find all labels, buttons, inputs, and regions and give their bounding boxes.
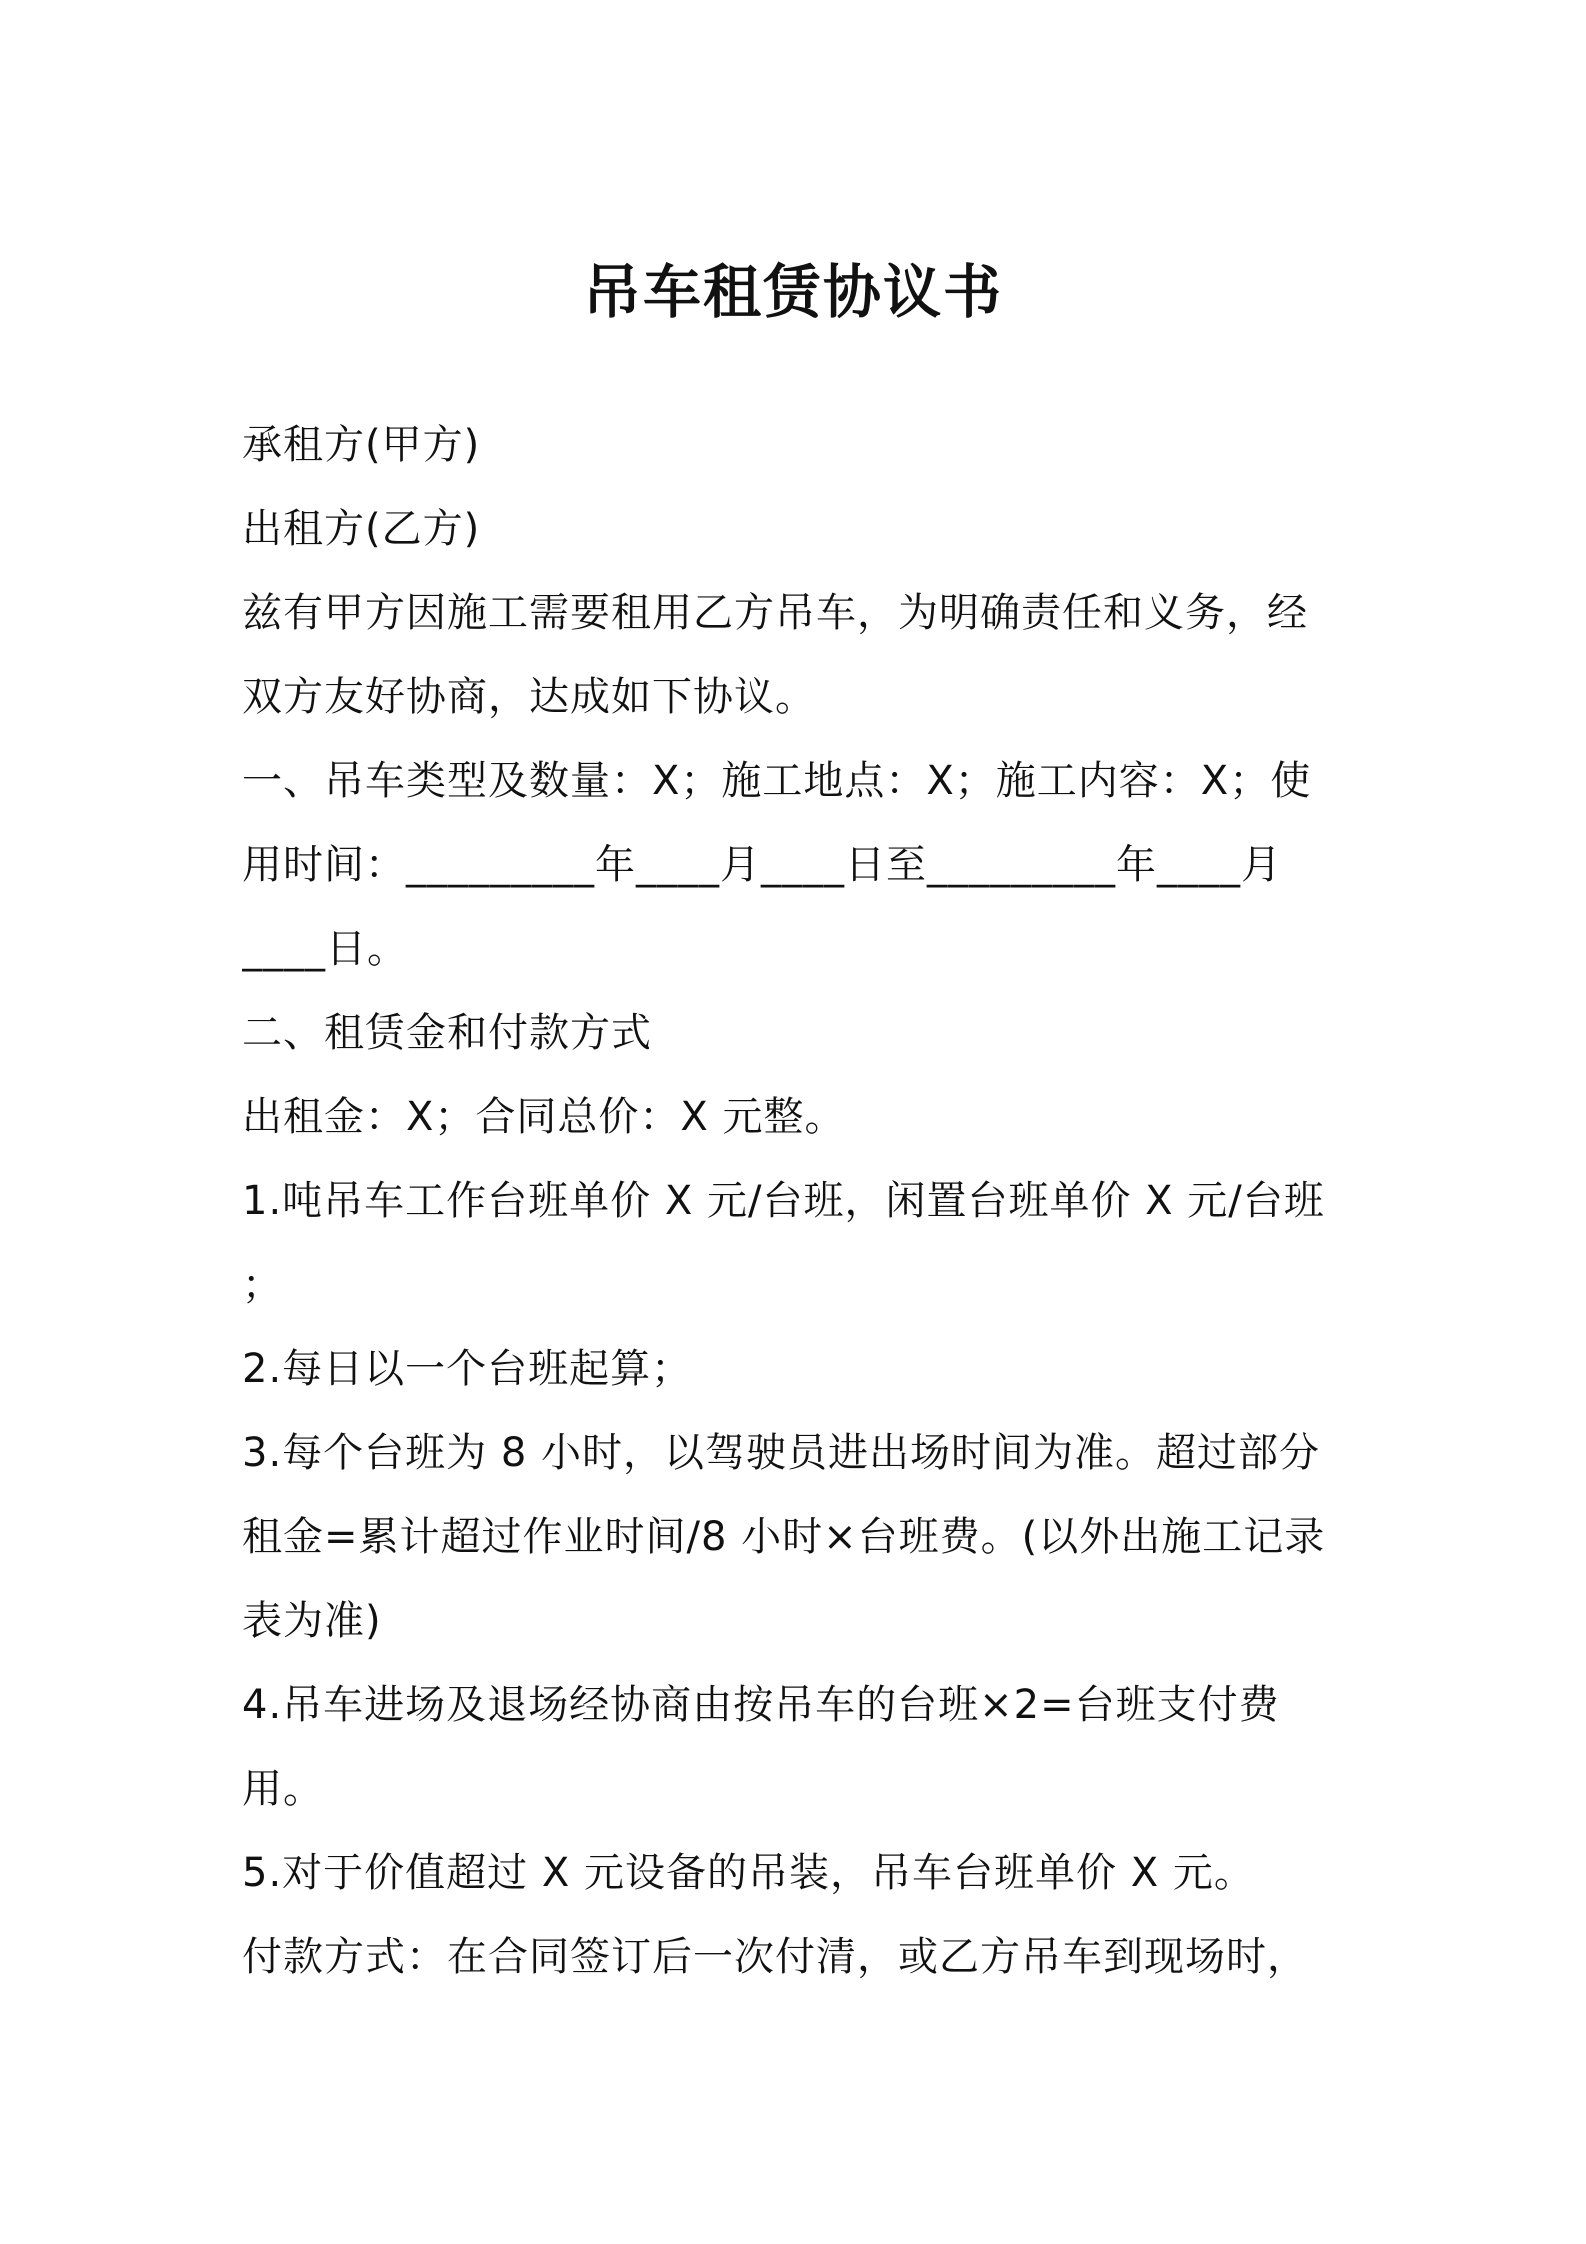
text-line: 出租方(乙方) bbox=[242, 506, 481, 552]
text-line: ； bbox=[242, 1262, 283, 1308]
text-line: 2.每日以一个台班起算； bbox=[242, 1346, 693, 1392]
text-line: 承租方(甲方) bbox=[242, 422, 481, 468]
document-title: 吊车租赁协议书 bbox=[582, 258, 1003, 326]
text-line: 用时间：_________年____月____日至_________年____月 bbox=[242, 842, 1282, 888]
text-line: 3.每个台班为 8 小时，以驾驶员进出场时间为准。超过部分 bbox=[242, 1430, 1321, 1476]
text-line: 5.对于价值超过 X 元设备的吊装，吊车台班单价 X 元。 bbox=[242, 1850, 1255, 1896]
text-line: ____日。 bbox=[242, 926, 408, 972]
text-line: 双方友好协商，达成如下协议。 bbox=[242, 674, 816, 720]
text-line: 4.吊车进场及退场经协商由按吊车的台班×2=台班支付费 bbox=[242, 1682, 1280, 1728]
text-line: 一、吊车类型及数量：X；施工地点：X；施工内容：X；使 bbox=[242, 758, 1312, 804]
text-line: 表为准) bbox=[242, 1598, 382, 1644]
text-line: 出租金：X；合同总价：X 元整。 bbox=[242, 1094, 846, 1140]
text-line: 兹有甲方因施工需要租用乙方吊车，为明确责任和义务，经 bbox=[242, 590, 1308, 636]
text-line: 付款方式：在合同签订后一次付清，或乙方吊车到现场时， bbox=[242, 1934, 1308, 1980]
text-line: 1.吨吊车工作台班单价 X 元/台班，闲置台班单价 X 元/台班 bbox=[242, 1178, 1325, 1224]
text-line: 租金=累计超过作业时间/8 小时×台班费。(以外出施工记录 bbox=[242, 1514, 1326, 1560]
text-line: 二、租赁金和付款方式 bbox=[242, 1010, 652, 1056]
document-body bbox=[242, 403, 1357, 1999]
text-line: 用。 bbox=[242, 1766, 324, 1812]
